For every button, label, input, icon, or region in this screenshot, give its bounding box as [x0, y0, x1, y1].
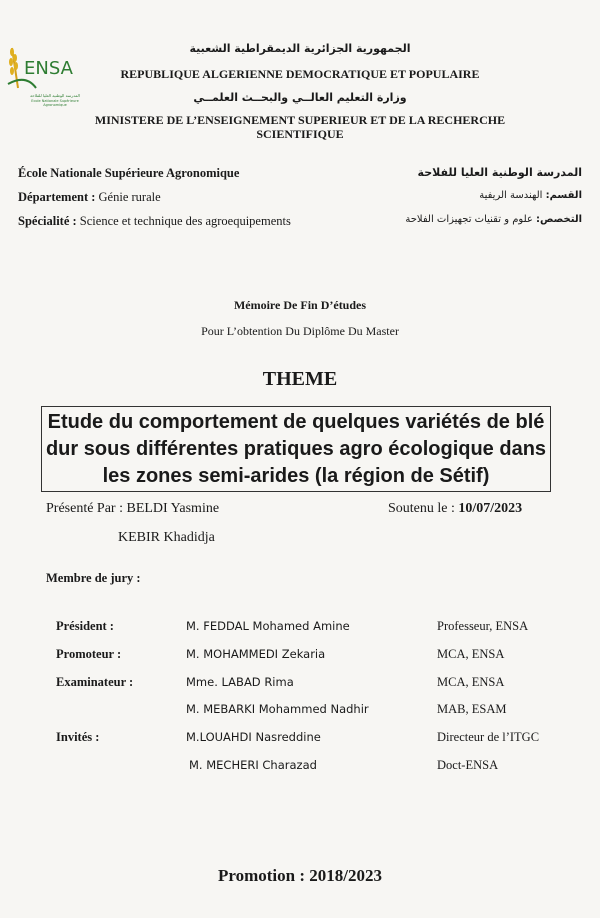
presented-by-label: Présenté Par :: [46, 501, 123, 516]
promotion: Promotion : 2018/2023: [217, 866, 382, 885]
department-arabic: [479, 190, 582, 201]
jury-title: Membre de jury :: [46, 571, 141, 585]
republic-french: REPUBLIQUE ALGERIENNE DEMOCRATIQUE ET POPULAIRE: [120, 67, 480, 81]
memoire-subtitle: Pour L’obtention Du Diplôme Du Master: [201, 324, 399, 338]
jury-name: M. MEBARKI Mohammed Nadhir: [186, 702, 369, 716]
presented-by: [46, 501, 219, 517]
ministry-french-line1: MINISTERE DE L’ENSEIGNEMENT SUPERIEUR ET DE LA RECHERCHE: [94, 113, 506, 127]
jury-affiliation: MCA, ENSA: [437, 675, 505, 689]
defense-date-block: [388, 501, 522, 517]
jury-name: M. FEDDAL Mohamed Amine: [186, 619, 350, 633]
jury-name: M.LOUAHDI Nasreddine: [186, 730, 321, 744]
jury-role: Président :: [56, 619, 114, 633]
jury-role: Invités :: [56, 730, 100, 744]
jury-affiliation: MAB, ESAM: [437, 702, 507, 716]
department-value: Génie rurale: [95, 190, 161, 204]
defense-label: Soutenu le :: [388, 501, 455, 516]
school-name-french: École Nationale Supérieure Agronomique: [18, 166, 240, 180]
speciality-value: Science et technique des agroequipements: [76, 214, 291, 228]
logo-arabic-text: المدرسة الوطنية العليا للفلاحة: [30, 93, 80, 98]
theme-box: [41, 406, 551, 492]
jury-affiliation: Doct-ENSA: [437, 758, 499, 772]
theme-line-2: dur sous différentes pratiques agro écologique dans: [45, 438, 547, 460]
speciality-arabic-label: التخصص:: [536, 214, 582, 225]
jury-affiliation: MCA, ENSA: [437, 647, 505, 661]
republic-arabic: الجمهورية الجزائرية الديمقراطية الشعبية: [189, 42, 411, 55]
jury-name: M. MECHERI Charazad: [189, 758, 317, 772]
memoire-title: Mémoire De Fin D’études: [233, 298, 367, 312]
theme-line-3: les zones semi-arides (la région de Sétif): [102, 465, 490, 487]
speciality-french: [18, 214, 291, 229]
defense-date: 10/07/2023: [458, 501, 523, 516]
school-name-arabic: المدرسة الوطنية العليا للفلاحة: [417, 166, 582, 179]
department-french: [18, 190, 161, 205]
svg-text:ENSA: ENSA: [24, 58, 73, 79]
ministry-french-line2: SCIENTIFIQUE: [256, 127, 344, 141]
jury-affiliation: Professeur, ENSA: [437, 619, 529, 633]
ministry-arabic: وزارة التعليم العالــي والبحــث العلمــي: [193, 91, 407, 104]
speciality-label: Spécialité :: [18, 214, 77, 228]
jury-role: Promoteur :: [56, 647, 122, 661]
department-arabic-label: القسم:: [545, 190, 582, 201]
department-arabic-value: الهندسة الريفية: [479, 190, 546, 201]
theme-text: [42, 409, 550, 490]
theme-line-1: Etude du comportement de quelques variétés de blé: [47, 411, 545, 433]
jury-affiliation: Directeur de l’ITGC: [437, 730, 540, 744]
jury-name: Mme. LABAD Rima: [186, 675, 294, 689]
theme-heading: THEME: [262, 368, 338, 390]
student-2: KEBIR Khadidja: [118, 530, 215, 545]
department-label: Département :: [18, 190, 96, 204]
logo-french-text: Ecole Nationale Supérieure Agronomique: [31, 99, 79, 107]
speciality-arabic-value: علوم و تقنيات تجهيزات الفلاحة: [405, 214, 537, 225]
speciality-arabic: [405, 214, 582, 225]
jury-role: Examinateur :: [56, 675, 134, 689]
student-1: BELDI Yasmine: [126, 501, 220, 516]
jury-name: M. MOHAMMEDI Zekaria: [186, 647, 326, 661]
